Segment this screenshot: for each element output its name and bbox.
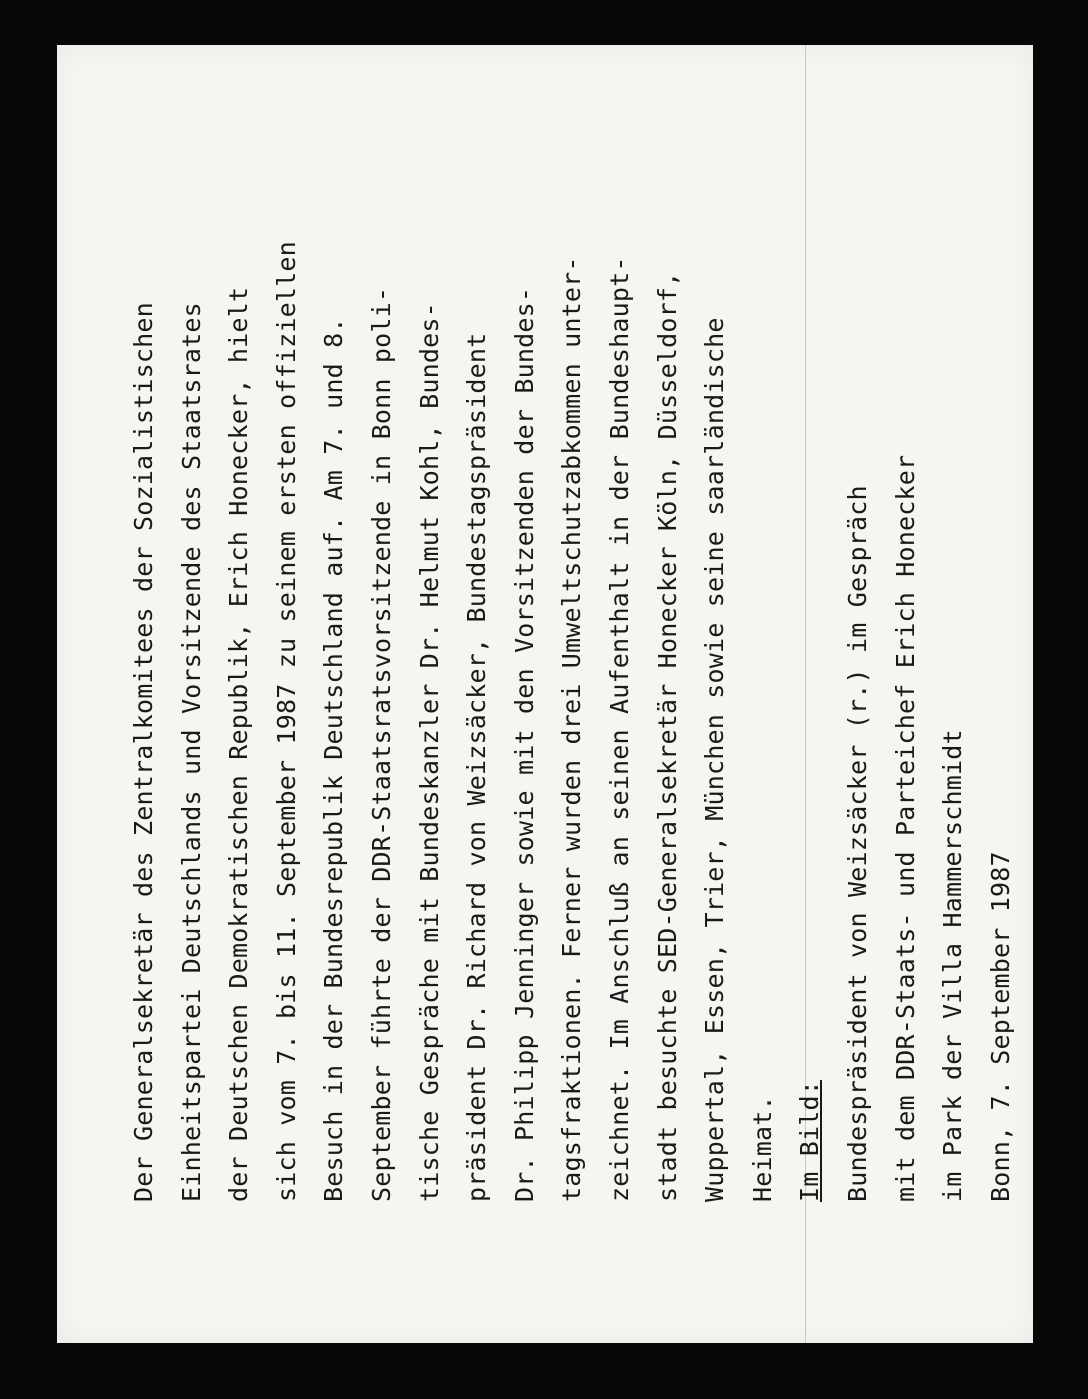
caption-line: mit dem DDR-Staats- und Parteichef Erich Honecker xyxy=(890,454,920,1202)
body-line: stadt besuchte SED-Generalsekretär Honecker Köln, Düsseldorf, xyxy=(652,271,682,1202)
body-line: September führte der DDR-Staatsratsvorsitzende in Bonn poli- xyxy=(366,286,396,1202)
caption-line: Bundespräsident von Weizsäcker (r.) im Gespräch xyxy=(842,485,872,1202)
body-line: Heimat. xyxy=(747,1095,777,1202)
photo-caption xyxy=(786,0,1024,1202)
body-line: tagsfraktionen. Ferner wurden drei Umweltschutzabkommen unter- xyxy=(557,256,587,1202)
body-paragraph xyxy=(120,0,786,1202)
caption-heading: Im Bild: xyxy=(795,1079,825,1202)
body-line: tische Gespräche mit Bundeskanzler Dr. Helmut Kohl, Bundes- xyxy=(414,302,444,1202)
body-line: Besuch in der Bundesrepublik Deutschland auf. Am 7. und 8. xyxy=(319,317,349,1202)
body-line: Wuppertal, Essen, Trier, München sowie seine saarländische xyxy=(700,317,730,1202)
caption-line: Bonn, 7. September 1987 xyxy=(985,851,1015,1202)
typed-text-block xyxy=(120,0,1088,1202)
body-line: Der Generalsekretär des Zentralkomitees der Sozialistischen xyxy=(129,302,158,1202)
body-line: präsident Dr. Richard von Weizsäcker, Bundestagspräsident xyxy=(462,332,492,1202)
body-line: Dr. Philipp Jenninger sowie mit den Vorsitzenden der Bundes- xyxy=(509,286,539,1202)
body-line: der Deutschen Demokratischen Republik, Erich Honecker, hielt xyxy=(224,286,254,1202)
body-line: Einheitspartei Deutschlands und Vorsitzende des Staatsrates xyxy=(176,302,206,1202)
body-line: sich vom 7. bis 11. September 1987 zu seinem ersten offiziellen xyxy=(271,241,301,1202)
caption-line: im Park der Villa Hammerschmidt xyxy=(938,729,968,1202)
body-line: zeichnet. Im Anschluß an seinen Aufenthalt in der Bundeshaupt- xyxy=(604,256,634,1202)
